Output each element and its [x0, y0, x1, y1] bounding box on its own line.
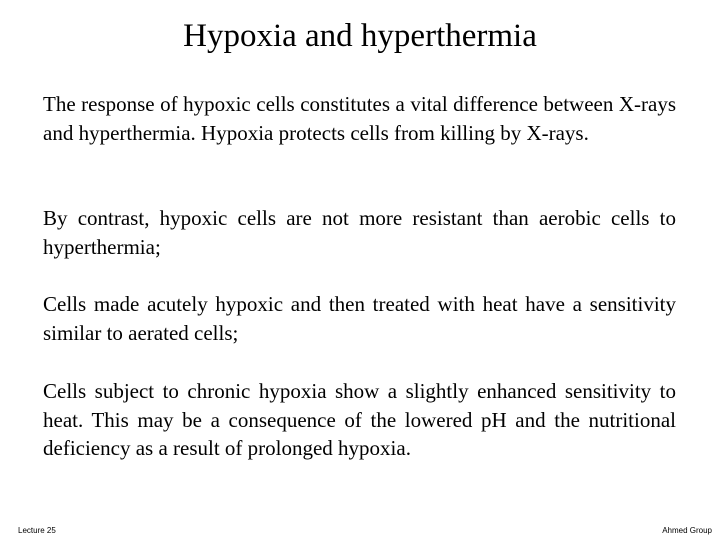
paragraph-chronic-hypoxia: Cells subject to chronic hypoxia show a slightly enhanced sensitivity to heat. This may be a consequence of the lowered pH and the nutritional deficiency as a result of prolonged hypoxia. — [43, 379, 676, 460]
paragraph-acute-hypoxia: Cells made acutely hypoxic and then treated with heat have a sensitivity similar to aerated cells; — [43, 292, 676, 345]
footer-lecture-label: Lecture 25 — [18, 526, 56, 535]
paragraph-hypoxia-xrays: The response of hypoxic cells constitutes a vital difference between X-rays and hyperthermia. Hypoxia protects cells from killing by X-rays. — [43, 92, 676, 145]
slide-title: Hypoxia and hyperthermia — [183, 18, 537, 54]
footer-author-label: Ahmed Group — [662, 526, 712, 535]
paragraph-hypoxic-resistance: By contrast, hypoxic cells are not more resistant than aerobic cells to hyperthermia; — [43, 206, 676, 259]
